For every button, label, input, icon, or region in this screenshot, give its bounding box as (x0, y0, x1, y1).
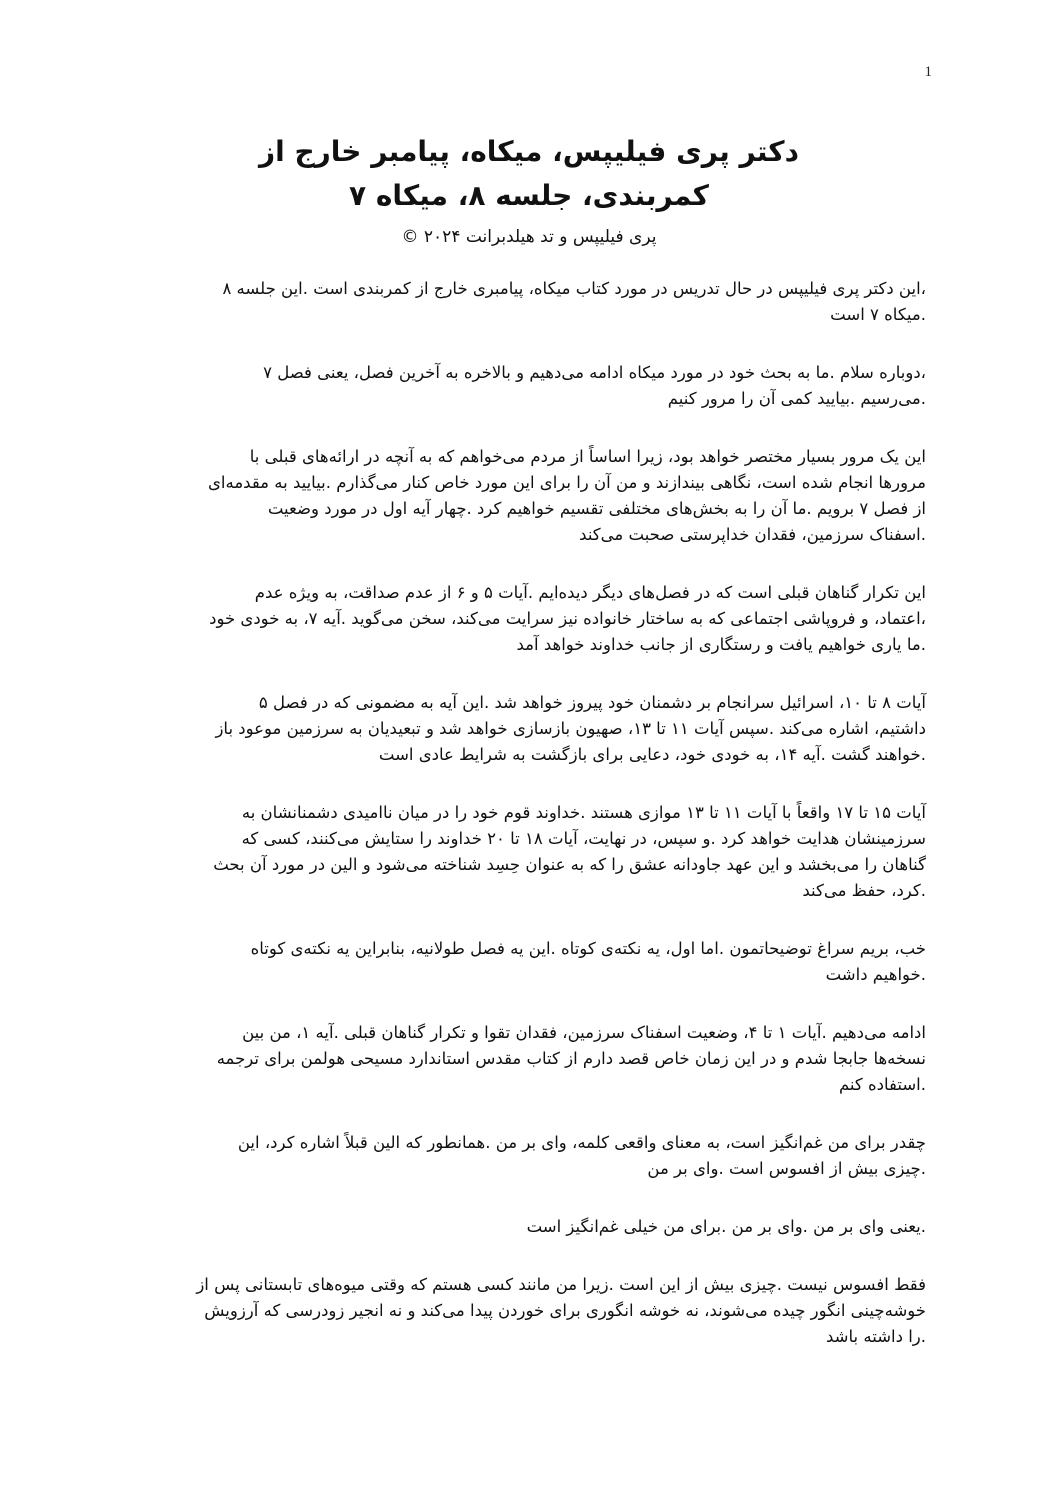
paragraph-line: این تکرار گناهان قبلی است که در فصل‌های دیگر دیده‌ایم .آیات ۵ و ۶ از عدم صداقت، به ویژه عدم (254, 583, 926, 602)
paragraph-line: از فصل ۷ برویم .ما آن را به بخش‌های مختلفی تقسیم خواهیم کرد .چهار آیه اول در مورد وضعیت (267, 499, 926, 518)
paragraph-line: .یعنی وای بر من .وای بر من .برای من خیلی غم‌انگیز است (526, 1217, 926, 1236)
document-body (126, 276, 926, 1382)
paragraph-line: فقط افسوس نیست .چیزی بیش از این است .زیرا من مانند کسی هستم که وقتی میوه‌های تابستانی پس از (196, 1275, 926, 1294)
paragraph-line: .اسفناک سرزمین، فقدان خداپرستی صحبت می‌کند (579, 525, 926, 544)
paragraph-line: آیات ۸ تا ۱۰، اسرائیل سرانجام بر دشمنان خود پیروز خواهد شد .این آیه به مضمونی که در فصل ۵ (258, 693, 926, 712)
body-paragraph (126, 690, 926, 768)
paragraph-line: .کرد، حفظ می‌کند (802, 881, 926, 900)
paragraph-line: .را داشته باشد (826, 1327, 926, 1346)
paragraph-line: .ما یاری خواهیم یافت و رستگاری از جانب خداوند خواهد آمد (516, 635, 926, 654)
paragraph-line: .میکاه ۷ است (830, 305, 926, 324)
body-paragraph (126, 1130, 926, 1182)
document-title-line-1: دکتر پری فیلیپس، میکاه، پیامبر خارج از (259, 135, 799, 168)
paragraph-line: .خواهیم داشت (825, 965, 926, 984)
paragraph-line: .چیزی بیش از افسوس است .وای بر من (647, 1159, 926, 1178)
document-title-block (0, 130, 1058, 252)
paragraph-line: آیات ۱۵ تا ۱۷ واقعاً با آیات ۱۱ تا ۱۳ موازی هستند .خداوند قوم خود را در میان ناامیدی دشمنانشان به (241, 803, 926, 822)
body-paragraph (126, 800, 926, 904)
body-paragraph (126, 936, 926, 988)
paragraph-line: .استفاده کنم (838, 1075, 926, 1094)
body-paragraph (126, 1214, 926, 1240)
paragraph-line: خوشه‌چینی انگور چیده می‌شوند، نه خوشه انگوری برای خوردن پیدا می‌کند و نه انجیر زودرسی که آرزویش (204, 1301, 926, 1320)
body-paragraph (126, 360, 926, 412)
paragraph-line: گناهان را می‌بخشد و این عهد جاودانه عشق را که به عنوان حِسِد شناخته می‌شود و الین در مورد آن بحث (213, 855, 926, 874)
paragraph-line: این یک مرور بسیار مختصر خواهد بود، زیرا اساساً از مردم می‌خواهم که به آنچه در ارائه‌های قبلی با (249, 447, 926, 466)
document-title-line-2: کمربندی، جلسه ۸، میکاه ۷ (349, 179, 709, 212)
paragraph-line: چقدر برای من غم‌انگیز است، به معنای واقعی کلمه، وای بر من .همانطور که الین قبلاً اشاره کرد، این (237, 1133, 926, 1152)
paragraph-line: مرورها انجام شده است، نگاهی بیندازند و من آن را برای این مورد خاص کنار می‌گذارم .بیایید به مقدمه‌ای (207, 473, 926, 492)
paragraph-line: سرزمینشان هدایت خواهد کرد .و سپس، در نهایت، آیات ۱۸ تا ۲۰ خداوند را ستایش می‌کنند، کسی که (241, 829, 926, 848)
body-paragraph (126, 444, 926, 548)
paragraph-line: ادامه می‌دهیم .آیات ۱ تا ۴، وضعیت اسفناک سرزمین، فقدان تقوا و تکرار گناهان قبلی .آیه ۱، من بین (242, 1023, 926, 1042)
paragraph-line: .می‌رسیم .بیایید کمی آن را مرور کنیم (667, 389, 926, 408)
body-paragraph (126, 1272, 926, 1350)
paragraph-line: .خواهند گشت .آیه ۱۴، به خودی خود، دعایی برای بازگشت به شرایط عادی است (378, 745, 926, 764)
paragraph-line: داشتیم، اشاره می‌کند .سپس آیات ۱۱ تا ۱۳، صهیون بازسازی خواهد شد و تبعیدیان به سرزمین موعود باز (215, 719, 926, 738)
document-subtitle: پری فیلیپس و تد هیلدبرانت ۲۰۲۴ © (401, 227, 657, 247)
body-paragraph (126, 1020, 926, 1098)
paragraph-line: ،اعتماد، و فروپاشی اجتماعی که به ساختار خانواده نیز سرایت می‌کند، سخن می‌گوید .آیه ۷، به خودی خود (209, 609, 926, 628)
body-paragraph (126, 276, 926, 328)
page-number: 1 (924, 64, 932, 80)
paragraph-line: ،دوباره سلام .ما به بحث خود در مورد میکاه ادامه می‌دهیم و بالاخره به آخرین فصل، یعنی فصل ۷ (263, 363, 926, 382)
body-paragraph (126, 580, 926, 658)
paragraph-line: نسخه‌ها جابجا شدم و در این زمان خاص قصد دارم از کتاب مقدس استاندارد مسیحی هولمن برای ترجمه (216, 1049, 926, 1068)
paragraph-line: خب، بریم سراغ توضیحاتمون .اما اول، یه نکته‌ی کوتاه .این یه فصل طولانیه، بنابراین یه نکته‌ی کوتاه (250, 939, 926, 958)
paragraph-line: ،این دکتر پری فیلیپس در حال تدریس در مورد کتاب میکاه، پیامبری خارج از کمربندی است .این جلسه ۸ (222, 279, 926, 298)
